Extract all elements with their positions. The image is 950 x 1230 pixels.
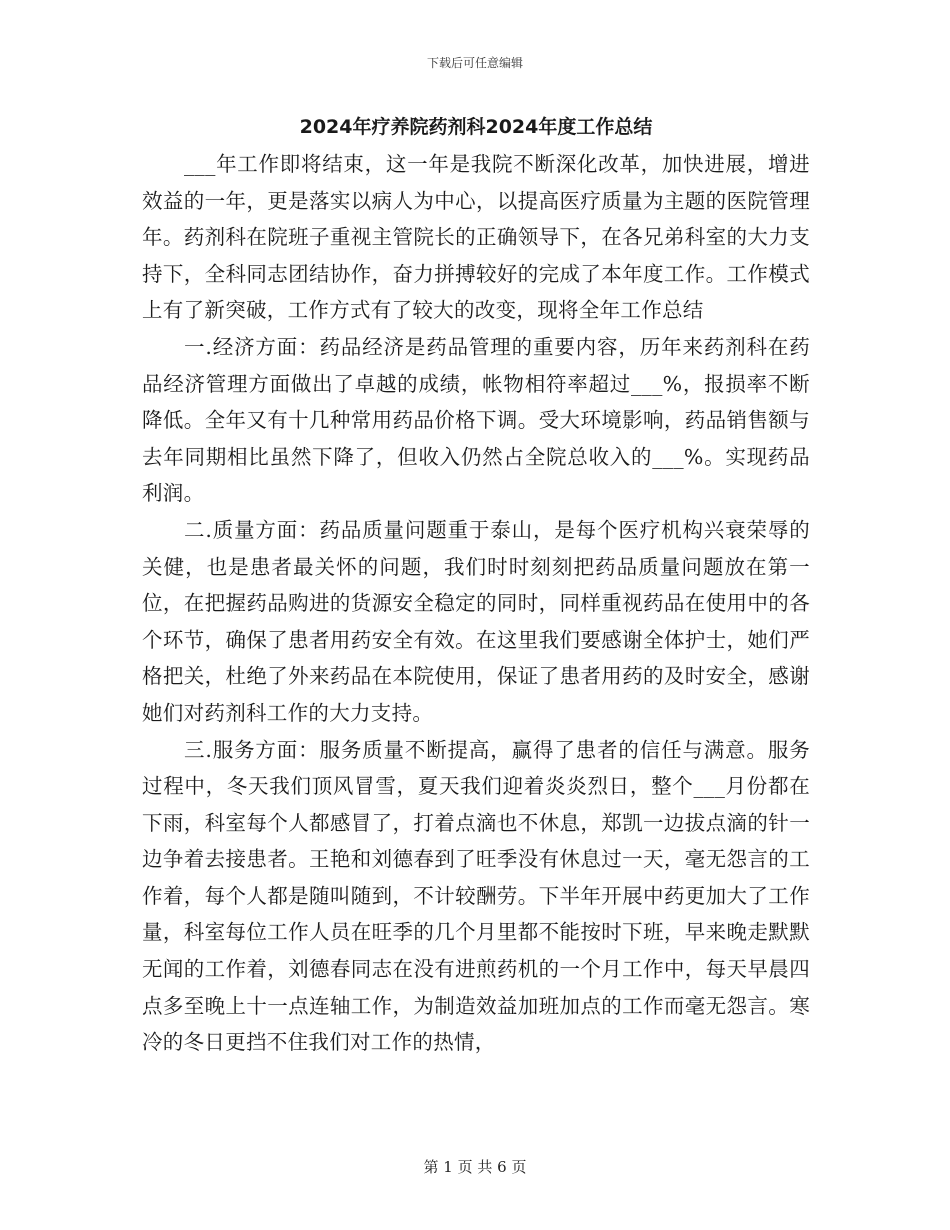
page-header-note: 下载后可任意编辑 — [426, 56, 523, 70]
paragraph-intro: ___年工作即将结束，这一年是我院不断深化改革，加快进展，增进效益的一年，更是落实以病人为中心，以提高医疗质量为主题的医院管理年。药剂科在院班子重视主管院长的正确领导下，在各兄弟科室的大力支持下，全科同志团结协作，奋力拼搏较好的完成了本年度工作。工作模式上有了新突破，工作方式有了较大的改变，现将全年工作总结 — [142, 152, 810, 323]
document-body — [142, 112, 810, 1061]
paragraph-quality: 二.质量方面：药品质量问题重于泰山，是每个医疗机构兴衰荣辱的关健，也是患者最关怀的问题，我们时时刻刻把药品质量问题放在第一位，在把握药品购进的货源安全稳定的同时，同样重视药品在使用中的各个环节，确保了患者用药安全有效。在这里我们要感谢全体护士，她们严格把关，杜绝了外来药品在本院使用，保证了患者用药的及时安全，感谢她们对药剂科工作的大力支持。 — [142, 517, 810, 725]
paragraph-economy: 一.经济方面：药品经济是药品管理的重要内容，历年来药剂科在药品经济管理方面做出了卓越的成绩，帐物相符率超过___%，报损率不断降低。全年又有十几种常用药品价格下调。受大环境影响，药品销售额与去年同期相比虽然下降了，但收入仍然占全院总收入的___%。实现药品利润。 — [142, 334, 810, 506]
paragraph-service: 三.服务方面：服务质量不断提高，赢得了患者的信任与满意。服务过程中，冬天我们顶风冒雪，夏天我们迎着炎炎烈日，整个___月份都在下雨，科室每个人都感冒了，打着点滴也不休息，郑凯一边拔点滴的针一边争着去接患者。王艳和刘德春到了旺季没有休息过一天，毫无怨言的工作着，每个人都是随叫随到，不计较酬劳。下半年开展中药更加大了工作量，科室每位工作人员在旺季的几个月里都不能按时下班，早来晚走默默无闻的工作着，刘德春同志在没有进煎药机的一个月工作中，每天早晨四点多至晚上十一点连轴工作，为制造效益加班加点的工作而毫无怨言。寒冷的冬日更挡不住我们对工作的热情， — [142, 737, 810, 1055]
page-footer: 第 1 页 共 6 页 — [423, 1158, 527, 1176]
document-title: 2024年疗养院药剂科2024年度工作总结 — [299, 116, 653, 138]
